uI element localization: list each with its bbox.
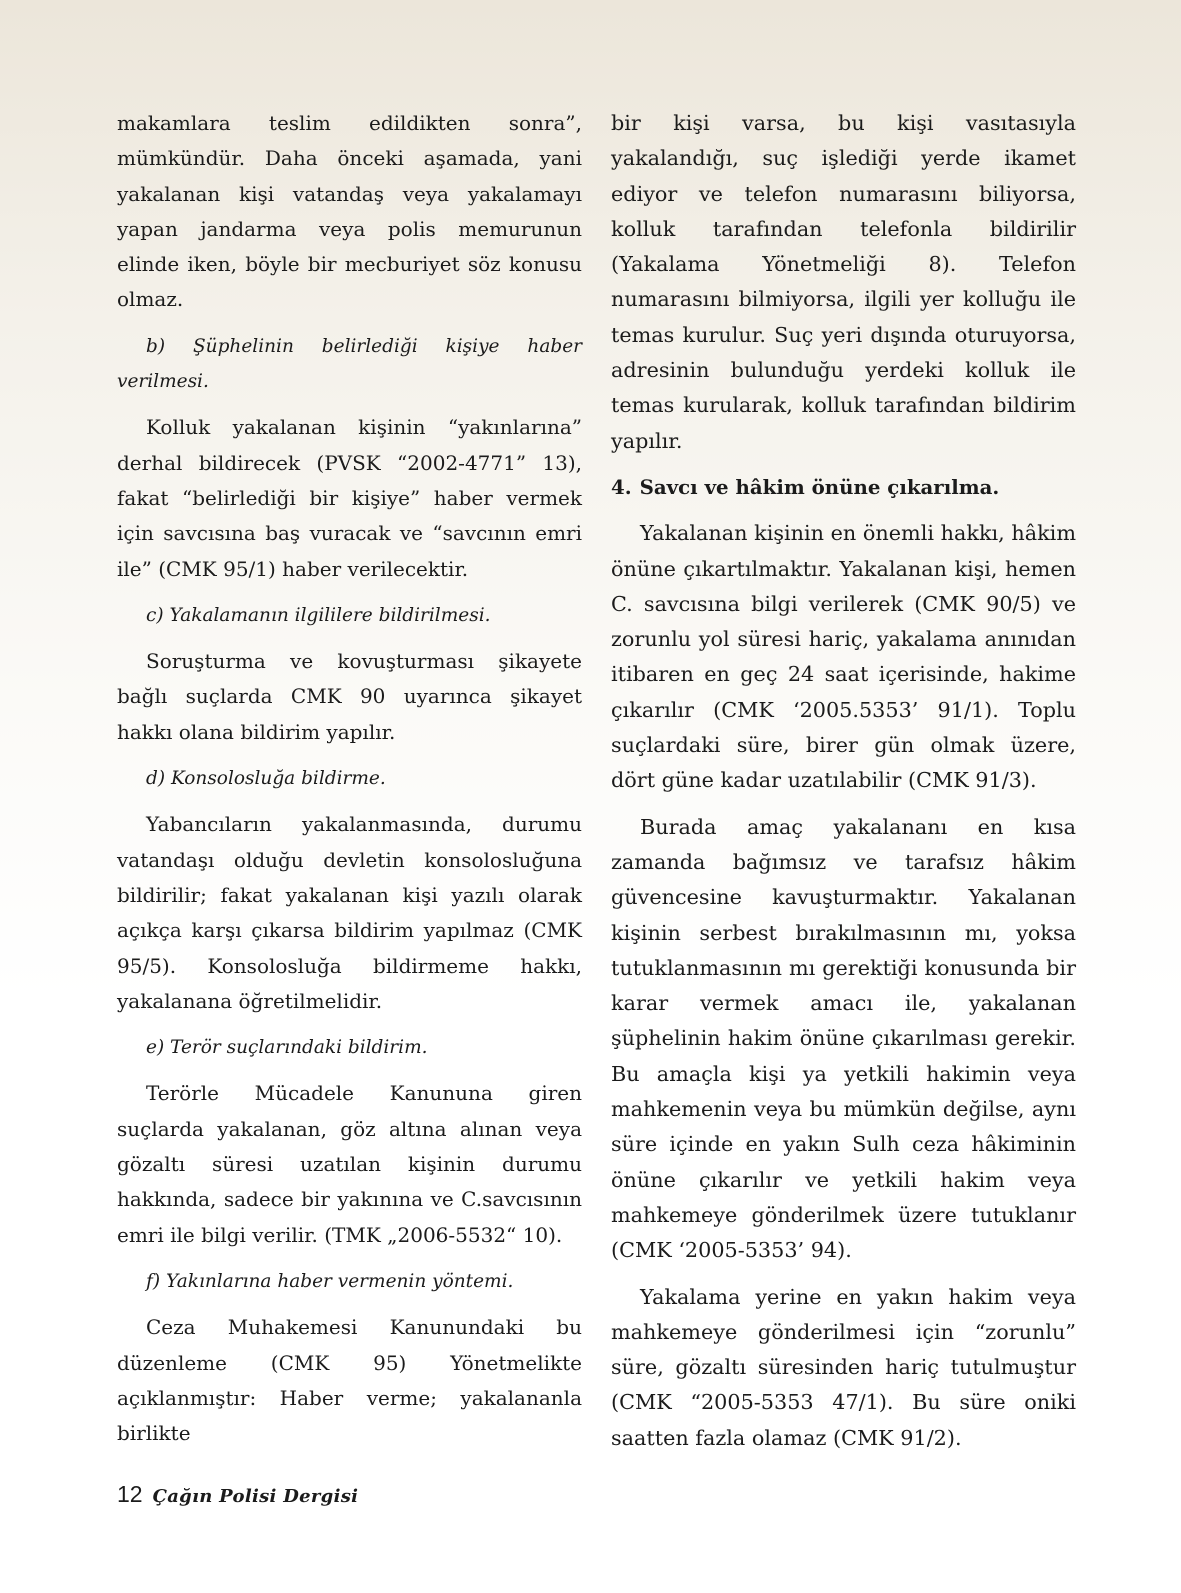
paragraph: Yakalanan kişinin en önemli hakkı, hâkim önüne çıkartılmaktır. Yakalanan kişi, hemen C. savcısına bilgi verilerek (CMK 90/5) ve zorunlu yol süresi hariç, yakalama anınıdan itibaren en geç 24 saat içerisinde, hakime çıkarılır (CMK ‘2005.5353’ 91/1). Toplu suçlardaki süre, birer gün olmak üzere, dört güne kadar uzatılabilir (CMK 91/3). xyxy=(611,521,1076,793)
subheading: c) Yakalamanın ilgililere bildirilmesi. xyxy=(146,604,491,626)
subheading: f) Yakınlarına haber vermenin yöntemi. xyxy=(146,1270,514,1292)
paragraph: Ceza Muhakemesi Kanunundaki bu düzenleme (CMK 95) Yönetmelikte açıklanmıştır: Haber verme; yakalananla birlikte xyxy=(117,1315,582,1446)
subheading: b) Şüphelinin belirlediği kişiye haber verilmesi. xyxy=(117,335,582,393)
subheading: d) Konsolosluğa bildirme. xyxy=(146,768,386,790)
paragraph: Burada amaç yakalananı en kısa zamanda bağımsız ve tarafsız hâkim güvencesine kavuşturmaktır. Yakalanan kişinin serbest bırakılmasının mı, yoksa tutuklanmasının mı gerektiği konusunda bir karar vermek amacı ile, yakalanan şüphelinin hakim önüne çıkarılması gerekir. Bu amaçla kişi ya yetkili hakimin veya mahkemenin veya bu mümkün değilse, aynı süre içinde en yakın Sulh ceza hâkiminin önüne çıkarılır ve yetkili hakim veya mahkemeye gönderilmek üzere tutuklanır (CMK ‘2005-5353’ 94). xyxy=(611,814,1076,1263)
paragraph: makamlara teslim edildikten sonra”, mümkündür. Daha önceki aşamada, yani yakalanan kişi vatandaş veya yakalamayı yapan jandarma veya polis memurunun elinde iken, böyle bir mecburiyet söz konusu olmaz. xyxy=(117,111,582,312)
page-footer xyxy=(117,1481,358,1508)
paragraph: Yabancıların yakalanmasında, durumu vatandaşı olduğu devletin konsolosluğuna bildirilir; fakat yakalanan kişi yazılı olarak açıkça karşı çıkarsa bildirim yapılmaz (CMK 95/5). Konsolosluğa bildirmeme hakkı, yakalanana öğretilmelidir. xyxy=(117,812,582,1013)
journal-title: Çağın Polisi Dergisi xyxy=(152,1486,359,1507)
paragraph: Kolluk yakalanan kişinin “yakınlarına” derhal bildirecek (PVSK “2002-4771” 13), fakat “belirlediği bir kişiye” haber vermek için savcısına baş vuracak ve “savcının emri ile” (CMK 95/1) haber verilecektir. xyxy=(117,415,582,581)
section-heading xyxy=(611,470,1076,505)
section-heading-text: Savcı ve hâkim önüne çıkarılma. xyxy=(639,474,1000,499)
paragraph: bir kişi varsa, bu kişi vasıtasıyla yakalandığı, suç işlediği yerde ikamet ediyor ve telefon numarasını biliyorsa, kolluk tarafından telefonla bildirilir (Yakalama Yönetmeliği 8). Telefon numarasını bilmiyorsa, ilgili yer kolluğu ile temas kurulur. Suç yeri dışında oturuyorsa, adresinin bulunduğu yerdeki kolluk ile temas kurularak, kolluk tarafından bildirim yapılır. xyxy=(611,111,1076,453)
subheading: e) Terör suçlarındaki bildirim. xyxy=(146,1037,428,1059)
section-number: 4. xyxy=(611,474,632,499)
paragraph: Terörle Mücadele Kanununa giren suçlarda yakalanan, göz altına alınan veya gözaltı süresi uzatılan kişinin durumu hakkında, sadece bir yakınına ve C.savcısının emri ile bilgi verilir. (TMK „2006-5532“ 10). xyxy=(117,1081,582,1247)
right-text-column xyxy=(611,106,1076,1467)
paragraph: Soruşturma ve kovuşturması şikayete bağlı suçlarda CMK 90 uyarınca şikayet hakkı olana bildirim yapılır. xyxy=(117,649,582,744)
paragraph: Yakalama yerine en yakın hakim veya mahkemeye gönderilmesi için “zorunlu” süre, gözaltı süresinden hariç tutulmuştur (CMK “2005-5353 47/1). Bu süre oniki saatten fazla olamaz (CMK 91/2). xyxy=(611,1284,1076,1450)
left-text-column xyxy=(117,106,582,1462)
page-number: 12 xyxy=(117,1481,143,1507)
